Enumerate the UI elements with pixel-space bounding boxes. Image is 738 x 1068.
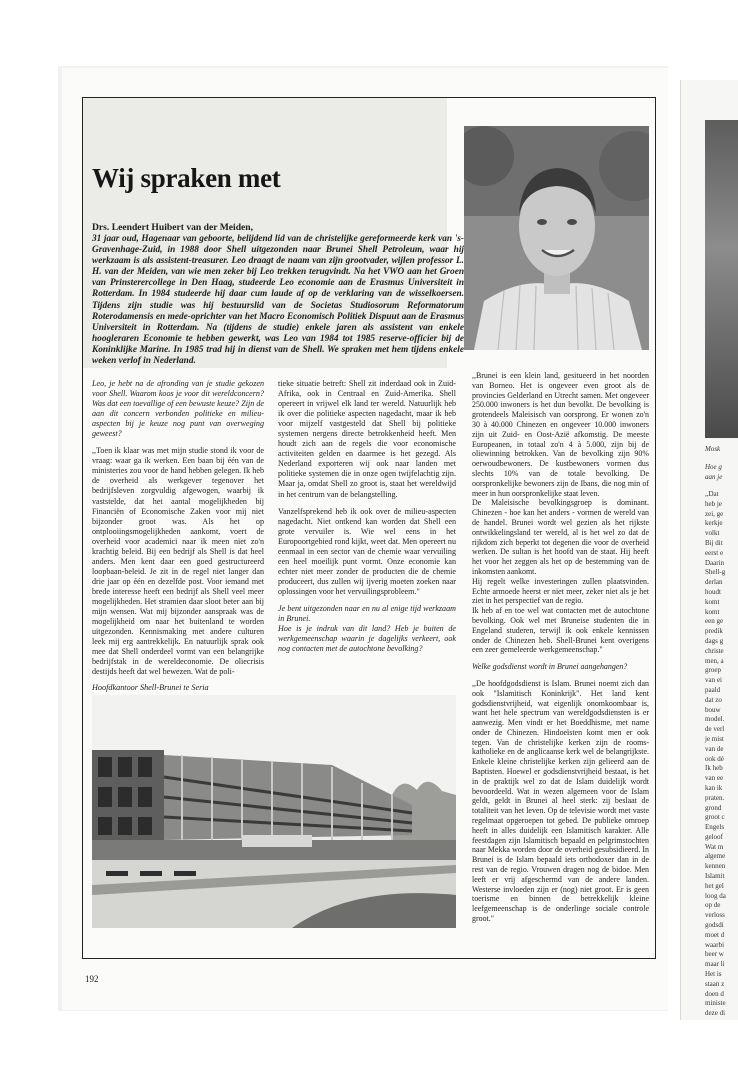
right-page-edge xyxy=(680,80,738,1020)
answer-1-part-3: Vanzelfsprekend heb ik ook over de milieu-aspecten nagedacht. Niet ontkend kan worden dat Shell een grote vervuiler is. Wie wel eens in het Europoortgebied rond kijkt, weet dat. Men opereert nu eenmaal in een sector van de chemie waar vervuiling een heel moeilijk punt vormt. Onze economie kan echter niet meer zonder de producten die de chemie produceert, dus zullen wij ijverig moeten zoeken naar oplossingen voor het vervuilingsprobleem." xyxy=(278,506,456,596)
column-1 xyxy=(92,379,264,684)
answer-3: ,,De hoofdgodsdienst is Islam. Brunei noemt zich dan ook "Islamitisch Koninkrijk". Het land kent godsdienstvrijheid, wat eigenlijk onomkoombaar is, want het hele spectrum van wereldgodsdiensten is er aanwezig. Men vindt er het Boeddhisme, met name onder de Chinezen. Hindoeïsten komt men er ook tegen. Van de christelijke kerken zijn de rooms-katholieke en de anglicaanse kerk wel de belangrijkste. Enkele kleine christelijke kerken zijn gelieerd aan de Baptisten. Hoewel er godsdienstvrijheid bestaat, is het in de praktijk wel zo dat de Islam duidelijk wordt bevoordeeld. Wat in wezen algemeen voor de Islam geldt, geldt in Brunei al heel sterk: zij beslaat de totaliteit van het leven. Op de televisie wordt met vaste regelmaat opgeroepen tot gebed. De publieke omroep heeft in alles duidelijk een Islamitisch karakter. Alle feestdagen zijn Islamitisch bepaald en pelgrimstochten naar Mekka worden door de overheid gesubsidieerd. In Brunei is de Islam bepaald iets orthodoxer dan in de rest van de regio. Vrouwen dragen nog de bidoe. Men leeft er vrij afgeschermd van de andere landen. Westerse invloeden zijn er (nog) niet groot. Er is geen toerisme en binnen de betrekkelijk kleine leefgemeenschap is de onderlinge sociale controle groot." xyxy=(472,678,649,924)
right-page-question: Hoe g aan je xyxy=(705,463,723,481)
page-number: 192 xyxy=(85,974,99,984)
column-2 xyxy=(278,379,456,661)
answer-1-part-1: ,,Toen ik klaar was met mijn studie stond ik voor de vraag: waar ga ik werken. Een baan bij één van de ministeries zou voor de hand hebben gelegen. Ik heb de overheid als werkgever tegenover het bedrijfsleven zorgvuldig afgewogen, waarbij ik vaststelde, dat het aantal mogelijkheden bij Financiën of Economische Zaken voor mij niet bijzonder groot was. Als het op ontplooiingsmogelijkheden aankomt, voert de overheid voor academici naar ik meen niet zo'n krachtig beleid. Bij een bedrijf als Shell is dat heel anders. Men kent daar een goed gestructureerd loopbaan-beleid. Je zit in de regel niet langer dan drie jaar op één en dezelfde post. Voor iemand met brede interesse heeft een bedrijf als Shell veel meer mogelijkheden. Het stramien daar sloot beter aan bij mijn wensen. Wat mij bijzonder aanspraak was de mogelijkheid om naar het buitenland te worden uitgezonden. Kennismaking met andere culturen leek mij erg aantrekkelijk. En natuurlijk sprak ook mee dat Shell onderdeel vormt van een belangrijke bedrijfstak in de wereldeconomie. De oliecrisis destijds heeft dat wel bewezen. Wat de poli- xyxy=(92,446,264,677)
answer-1-part-2: tieke situatie betreft: Shell zit inderdaad ook in Zuid-Afrika, ook in Centraal en Zuid-Amerika. Shell opereert in vrijwel elk land ter wereld. Natuurlijk heb ik over die politieke aspecten nagedacht, maar ik heb voor mijzelf vastgesteld dat Shell bij politieke systemen nergens directe betrokkenheid heeft. Men houdt zich aan de regels die voor economische activiteiten gelden en daarmee is het gezegd. Als Nederland exporteren wij ook naar landen met politieke systemen die in onze ogen twijfelachtig zijn. Maar ja, omdat Shell zo groot is, staat het wereldwijd in het centrum van de belangstelling. xyxy=(278,379,456,499)
right-page-text: ,,Dat heb je zei, ge kerkje volkt Bij dit eerst e Daarin Shell-g derlan houdt komt komt een ge predik dags g christe men, a groep van ei paald dat zo bouw model. de verl je mist van de ook dé Ik heb van ee kan ik praten. grond groot c Engels geloof Wat m algeme kennen Islamit het gel loog da op de verloss godsdi moet d waarbi beer w maar li Het is staan z doen d ministe deze di xyxy=(705,490,726,1018)
question-3: Welke godsdienst wordt in Brunei aangehangen? xyxy=(472,662,628,672)
article-title: Wij spraken met xyxy=(92,163,281,193)
photo-caption: Hoofdkantoor Shell-Brunei te Seria xyxy=(92,683,209,692)
intro-paragraph: 31 jaar oud, Hagenaar van geboorte, belijdend lid van de christelijke gereformeerde kerk van 's-Gravenhage-Zuid, in 1988 door Shell uitgezonden naar Brunei Shell Petroleum, waar hij werkzaam is als assistent-treasurer. Leo draagt de naam van zijn grootvader, wijlen professor L. H. van der Meiden, van wie men zeker bij Leo trekken terugvindt. Na het VWO aan het Groen van Prinsterercollege in Den Haag, studeerde Leo economie aan de Erasmus Universiteit in Rotterdam. In 1984 studeerde hij daar cum laude af op de verklaring van de wisselkoersen. Tijdens zijn studie was hij bestuurslid van de Societas Studiosorum Reformatorum Roterodamensis en mede-oprichter van het Macro Economisch Politiek Dispuut aan de Erasmus Universiteit in Rotterdam. Na (tijdens de studie) enkele jaren als assistent van enkele hoogleraren Economie te hebben gewerkt, was Leo van 1984 tot 1985 reserve-officier bij de Koninklijke Marine. In 1985 trad hij in dienst van de Shell. We spraken met hem tijdens enkele weken verlof in Nederland. xyxy=(92,234,464,367)
office-building-illustration xyxy=(92,695,456,928)
right-page-photo xyxy=(705,120,738,438)
column-3 xyxy=(472,371,649,931)
answer-2-part-3: Hij regelt welke investeringen zullen plaatsvinden. Echte armoede heerst er niet meer, zeker niet als je het ziet in het perspectief van de regio. xyxy=(472,576,649,606)
answer-2-part-1: ,,Brunei is een klein land, gesitueerd in het noorden van Borneo. Het is ongeveer even groot als de provincies Gelderland en Utrecht samen. Met ongeveer 250.000 inwoners is het dun bevolkt. De bevolking is grotendeels Maleisisch van oorsprong. Er wonen zo'n 30 à 40.000 Chinezen en ongeveer 10.000 inwoners zijn uit Zuid- en Oost-Azië afkomstig. De meeste Europeanen, in totaal zo'n 4 à 5.000, zijn bij de oliewinning betrokken. Van de bevolking zijn 90% oerwoudbewoners. De kustbewoners vormen dus slechts 10% van de totale bevolking. De oorspronkelijke bewoners zijn de Ibans, die nog min of meer in hun oorspronkelijke staat leven. xyxy=(472,371,649,498)
subject-name: Drs. Leendert Huibert van der Meiden, xyxy=(92,222,254,233)
portrait-illustration xyxy=(464,126,649,350)
right-page-caption: Mosk xyxy=(705,445,721,453)
answer-2-part-2: De Maleisische bevolkingsgroep is dominant. Chinezen - hoe kan het anders - vormen de wereld van de handel. Brunei wordt wel gezien als het rijkste ontwikkelingsland ter wereld, al is het wel zo dat de rijkdom zich beperkt tot degenen die voor de overheid werken. De sultan is het hoofd van de staat. Hij heeft het voor het zeggen als het op de bestemming van de inkomsten aankomt. xyxy=(472,498,649,576)
question-1: Leo, je hebt na de afronding van je studie gekozen voor Shell. Waarom koos je voor dit wereldconcern? Was dat een toevallige of een bewuste keuze? Zijn de aan dit concern verbonden politieke en milieu-aspecten bij je keuze nog punt van overweging geweest? xyxy=(92,379,264,439)
portrait-photo xyxy=(464,126,649,350)
office-building-photo xyxy=(92,695,456,928)
answer-2-part-4: Ik heb af en toe wel wat contacten met de autochtone bevolking. Ook wel met Bruneise studenten die in Engeland studeren, terwijl ik ook enkele kennissen onder de Chinezen heb. Shell-Brunei kent overigens een zeer gemeleerde werkgemeenschap." xyxy=(472,606,649,655)
question-2: Je bent uitgezonden naar en nu al enige tijd werkzaam in Brunei. Hoe is je indruk van dit land? Heb je buiten de werkgemeenschap waarin je dagelijks verkeert, ook nog contacten met de autochtone bevolking? xyxy=(278,603,456,654)
